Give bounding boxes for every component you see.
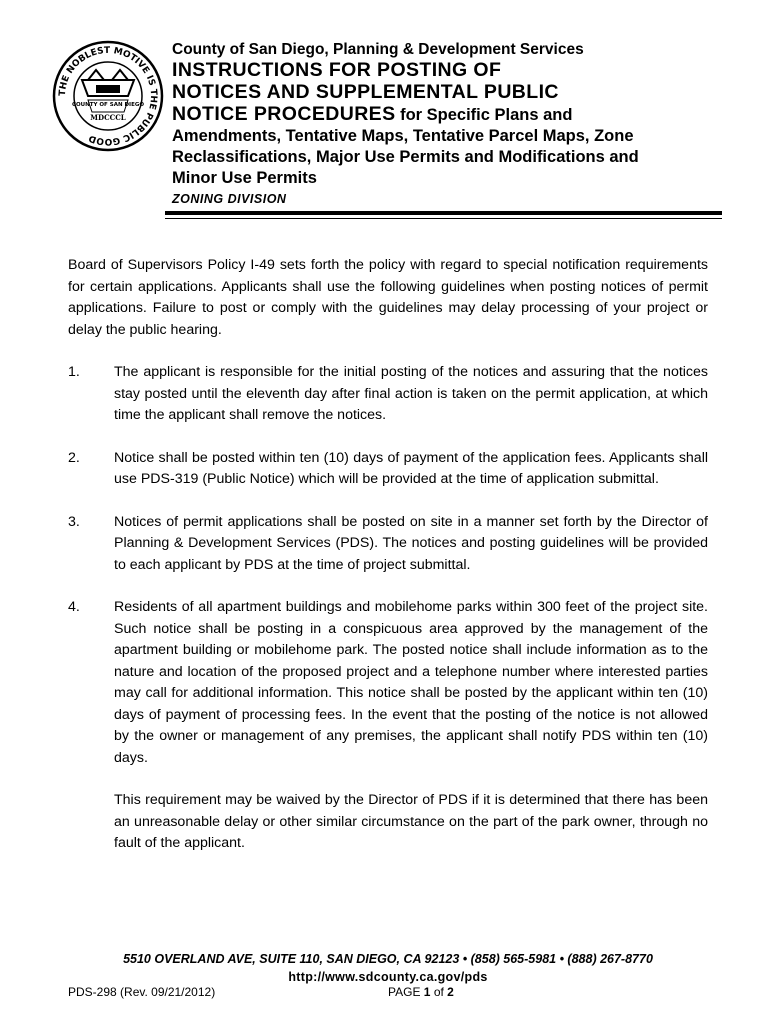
title-line-3-caps: NOTICE PROCEDURES (172, 103, 396, 125)
page-number (388, 985, 454, 999)
item-text: Notice shall be posted within ten (10) days of payment of the application fees. Applicants shall use PDS-319 (Public Notice) which will be provided at the time of application submittal. (114, 449, 708, 487)
title-line-6: Minor Use Permits (172, 169, 317, 187)
item-number: 4. (68, 599, 80, 615)
footer-url[interactable]: http://www.sdcounty.ca.gov/pds (288, 970, 488, 984)
footer-address: 5510 OVERLAND AVE, SUITE 110, SAN DIEGO, CA 92123 • (858) 565-5981 • (888) 267-8770 (123, 952, 653, 966)
list-item (68, 448, 708, 491)
item-number: 1. (68, 364, 80, 380)
page-current: 1 (423, 985, 431, 999)
title-line-5: Reclassifications, Major Use Permits and Modifications and (172, 148, 639, 166)
item-text: The applicant is responsible for the initial posting of the notices and assuring that the notices stay posted until the eleventh day after final action is taken on the permit application, at which time the applicant shall remove the notices. (114, 364, 708, 423)
title-line-1: INSTRUCTIONS FOR POSTING OF (172, 59, 502, 81)
item-text: Residents of all apartment buildings and mobilehome parks within 300 feet of the project site. Such notice shall be posting in a conspicuous area approved by the management of the apartment building or mobilehome park. The posted notice shall include information as to the nature and location of the proposed project and a telephone number where interested parties may call for additional information. This notice shall be posted by the applicant within ten (10) days of payment of processing fees. In the event that the posting of the notice is not allowed by the owner or management of any premises, the applicant shall notify PDS within ten (10) days. (114, 599, 708, 766)
title-line-3 (172, 103, 702, 126)
county-seal-logo (52, 40, 164, 152)
document-body (68, 255, 708, 869)
page-prefix: PAGE (388, 985, 424, 999)
title-line-4: Amendments, Tentative Maps, Tentative Parcel Maps, Zone (172, 127, 634, 145)
title-line-2: NOTICES AND SUPPLEMENTAL PUBLIC (172, 81, 559, 103)
title-line-3-rest: for Specific Plans and (395, 106, 573, 124)
page-total: 2 (447, 985, 454, 999)
header-rule-thick (165, 211, 722, 215)
division-name: ZONING DIVISION (172, 192, 287, 206)
seal-year: MDCCCL (90, 113, 126, 122)
footer (68, 950, 708, 986)
seal-ring-text: THE NOBLEST MOTIVE IS THE PUBLIC GOOD (57, 45, 159, 147)
item-4-followup: This requirement may be waived by the Director of PDS if it is determined that there has been an unreasonable delay or other similar circumstance on the part of the park owner, through no fault of the applicant. (114, 792, 708, 851)
document-header (172, 40, 702, 206)
form-id: PDS-298 (Rev. 09/21/2012) (68, 985, 216, 999)
list-item (68, 362, 708, 427)
page-mid: of (430, 985, 448, 999)
agency-name: County of San Diego, Planning & Development Services (172, 41, 584, 58)
item-text: Notices of permit applications shall be posted on site in a manner set forth by the Director of Planning & Development Services (PDS). The notices and posting guidelines will be provided to each applicant by PDS at the time of project submittal. (114, 513, 708, 573)
list-item (68, 597, 708, 769)
list-item (68, 512, 708, 577)
item-number: 2. (68, 449, 80, 466)
item-number: 3. (68, 513, 80, 530)
seal-inner-text: COUNTY OF SAN DIEGO (71, 102, 145, 108)
header-rule-thin (165, 218, 722, 219)
intro-paragraph: Board of Supervisors Policy I-49 sets forth the policy with regard to special notification requirements for certain applications. Applicants shall use the following guidelines when posting notices of permit applications. Failure to post or comply with the guidelines may delay processing of your project or delay the public hearing. (68, 257, 708, 338)
